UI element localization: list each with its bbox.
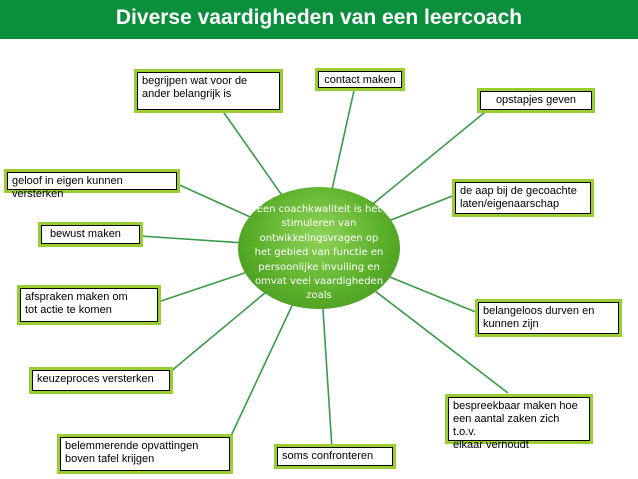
node-opstapjes-geven: opstapjes geven — [480, 91, 592, 110]
node-keuzeproces: keuzeproces versterken — [32, 370, 170, 391]
node-belemmerende: belemmerende opvattingen boven tafel krijgen — [60, 437, 230, 471]
hub-text: Een coachkwaliteit is het stimuleren van ontwikkelingsvragen op het gebied van functie en persoonlijke invulling en omvat veel vaardigheden zoals — [254, 204, 384, 302]
node-bewust-maken: bewust maken — [41, 225, 140, 244]
node-geloof: geloof in eigen kunnen versterken — [7, 172, 177, 190]
node-afspraken: afspraken maken om tot actie te komen — [20, 288, 158, 322]
node-bespreekbaar: bespreekbaar maken hoe een aantal zaken zich t.o.v. elkaar verhoudt — [448, 397, 590, 441]
node-contact-maken: contact maken — [318, 71, 402, 88]
node-begrijpen: begrijpen wat voor de ander belangrijk is — [137, 72, 280, 110]
node-belangeloos: belangeloos durven en kunnen zijn — [478, 302, 619, 334]
node-de-aap: de aap bij de gecoachte laten/eigenaarschap — [455, 182, 591, 214]
node-soms-confronteren: soms confronteren — [277, 447, 393, 466]
diagram-title: Diverse vaardigheden van een leercoach — [115, 6, 523, 29]
